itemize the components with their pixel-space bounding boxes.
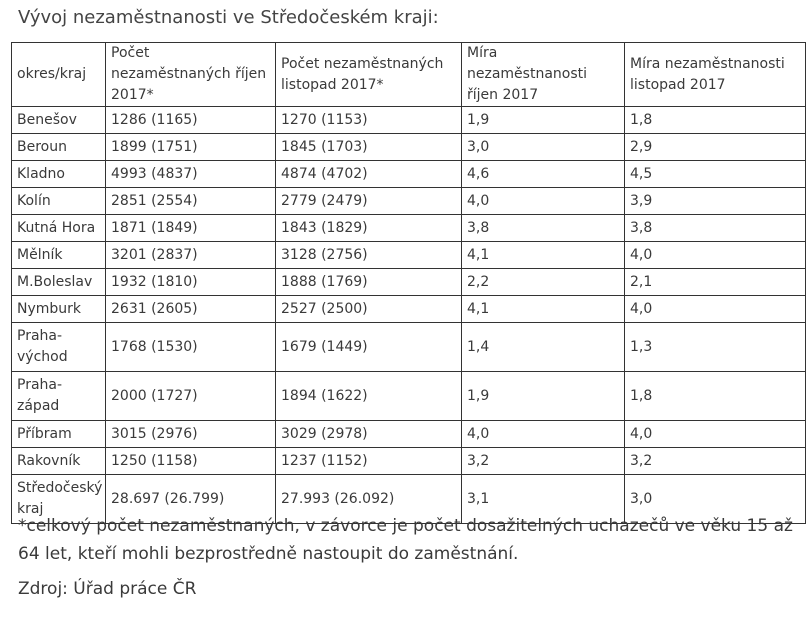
page-title: Vývoj nezaměstnanosti ve Středočeském kraji: [18, 7, 439, 28]
table-cell: 4,0 [625, 421, 806, 448]
table-row [12, 188, 806, 215]
table-cell: 1286 (1165) [106, 107, 276, 134]
table-cell: 1932 (1810) [106, 269, 276, 296]
table-cell: 3,8 [462, 215, 625, 242]
table-cell: 1270 (1153) [276, 107, 462, 134]
table-cell: 1871 (1849) [106, 215, 276, 242]
table-row [12, 269, 806, 296]
table-row [12, 296, 806, 323]
table-row [12, 323, 806, 372]
table-row [12, 215, 806, 242]
table-cell: 3,2 [625, 448, 806, 475]
column-header: Počet nezaměstnaných listopad 2017* [276, 43, 462, 107]
table-cell: 4,6 [462, 161, 625, 188]
table-cell: 3029 (2978) [276, 421, 462, 448]
table-row [12, 448, 806, 475]
table-cell: 4,0 [625, 296, 806, 323]
table-cell: Rakovník [12, 448, 106, 475]
table-cell: Příbram [12, 421, 106, 448]
table-cell: Středočeský kraj [12, 475, 106, 524]
table-cell: 4,1 [462, 242, 625, 269]
table-cell: 1250 (1158) [106, 448, 276, 475]
table-cell: 1,8 [625, 107, 806, 134]
table-cell: 4,1 [462, 296, 625, 323]
table-cell: 3,2 [462, 448, 625, 475]
table-cell: 4,0 [462, 188, 625, 215]
table-cell: 1845 (1703) [276, 134, 462, 161]
table-row [12, 107, 806, 134]
table-row [12, 134, 806, 161]
table-cell: 3015 (2976) [106, 421, 276, 448]
table-cell: Mělník [12, 242, 106, 269]
column-header: Míra nezaměstnanosti říjen 2017 [462, 43, 625, 107]
table-cell: Kladno [12, 161, 106, 188]
table-cell: 2,2 [462, 269, 625, 296]
table-cell: 1679 (1449) [276, 323, 462, 372]
source-note: Zdroj: Úřad práce ČR [18, 579, 197, 599]
table-cell: Benešov [12, 107, 106, 134]
table-cell: 1894 (1622) [276, 372, 462, 421]
table-cell: 3128 (2756) [276, 242, 462, 269]
table-cell: 1899 (1751) [106, 134, 276, 161]
table-cell: 4,0 [462, 421, 625, 448]
table-cell: 2,1 [625, 269, 806, 296]
table-cell: 3,0 [625, 475, 806, 524]
column-header: Počet nezaměstnaných říjen 2017* [106, 43, 276, 107]
table-cell: 2000 (1727) [106, 372, 276, 421]
table-cell: 3,0 [462, 134, 625, 161]
table-cell: Kolín [12, 188, 106, 215]
table-header-row [12, 43, 806, 107]
table-cell: 27.993 (26.092) [276, 475, 462, 524]
table-cell: 2851 (2554) [106, 188, 276, 215]
table-cell: M.Boleslav [12, 269, 106, 296]
table-row [12, 161, 806, 188]
table-cell: 1,9 [462, 372, 625, 421]
table-cell: Kutná Hora [12, 215, 106, 242]
table-cell: 4,0 [625, 242, 806, 269]
table-cell: 1843 (1829) [276, 215, 462, 242]
table-row [12, 372, 806, 421]
table-cell: 1237 (1152) [276, 448, 462, 475]
footnote: *celkový počet nezaměstnaných, v závorce je počet dosažitelných uchazečů ve věku 15 až 64 let, kteří mohli bezprostředně nastoupit do zaměstnání. [18, 516, 793, 564]
table-cell: 4,5 [625, 161, 806, 188]
table-cell: 2527 (2500) [276, 296, 462, 323]
table-cell: 1,9 [462, 107, 625, 134]
table-cell: Praha-západ [12, 372, 106, 421]
table-cell: Beroun [12, 134, 106, 161]
table-cell: 1,8 [625, 372, 806, 421]
table-cell: 1888 (1769) [276, 269, 462, 296]
table-cell: 1,3 [625, 323, 806, 372]
table-cell: 1768 (1530) [106, 323, 276, 372]
table-cell: 2,9 [625, 134, 806, 161]
table-cell: Praha-východ [12, 323, 106, 372]
table-cell: 3,8 [625, 215, 806, 242]
table-row [12, 242, 806, 269]
column-header: Míra nezaměstnanosti listopad 2017 [625, 43, 806, 107]
table-row [12, 421, 806, 448]
table-cell: 28.697 (26.799) [106, 475, 276, 524]
table-cell: Nymburk [12, 296, 106, 323]
column-header: okres/kraj [12, 43, 106, 107]
unemployment-table [11, 42, 806, 524]
table-cell: 3,9 [625, 188, 806, 215]
table-cell: 4874 (4702) [276, 161, 462, 188]
table-cell: 2631 (2605) [106, 296, 276, 323]
table-cell: 4993 (4837) [106, 161, 276, 188]
table-cell: 2779 (2479) [276, 188, 462, 215]
table-cell: 3201 (2837) [106, 242, 276, 269]
table-cell: 1,4 [462, 323, 625, 372]
table-cell: 3,1 [462, 475, 625, 524]
